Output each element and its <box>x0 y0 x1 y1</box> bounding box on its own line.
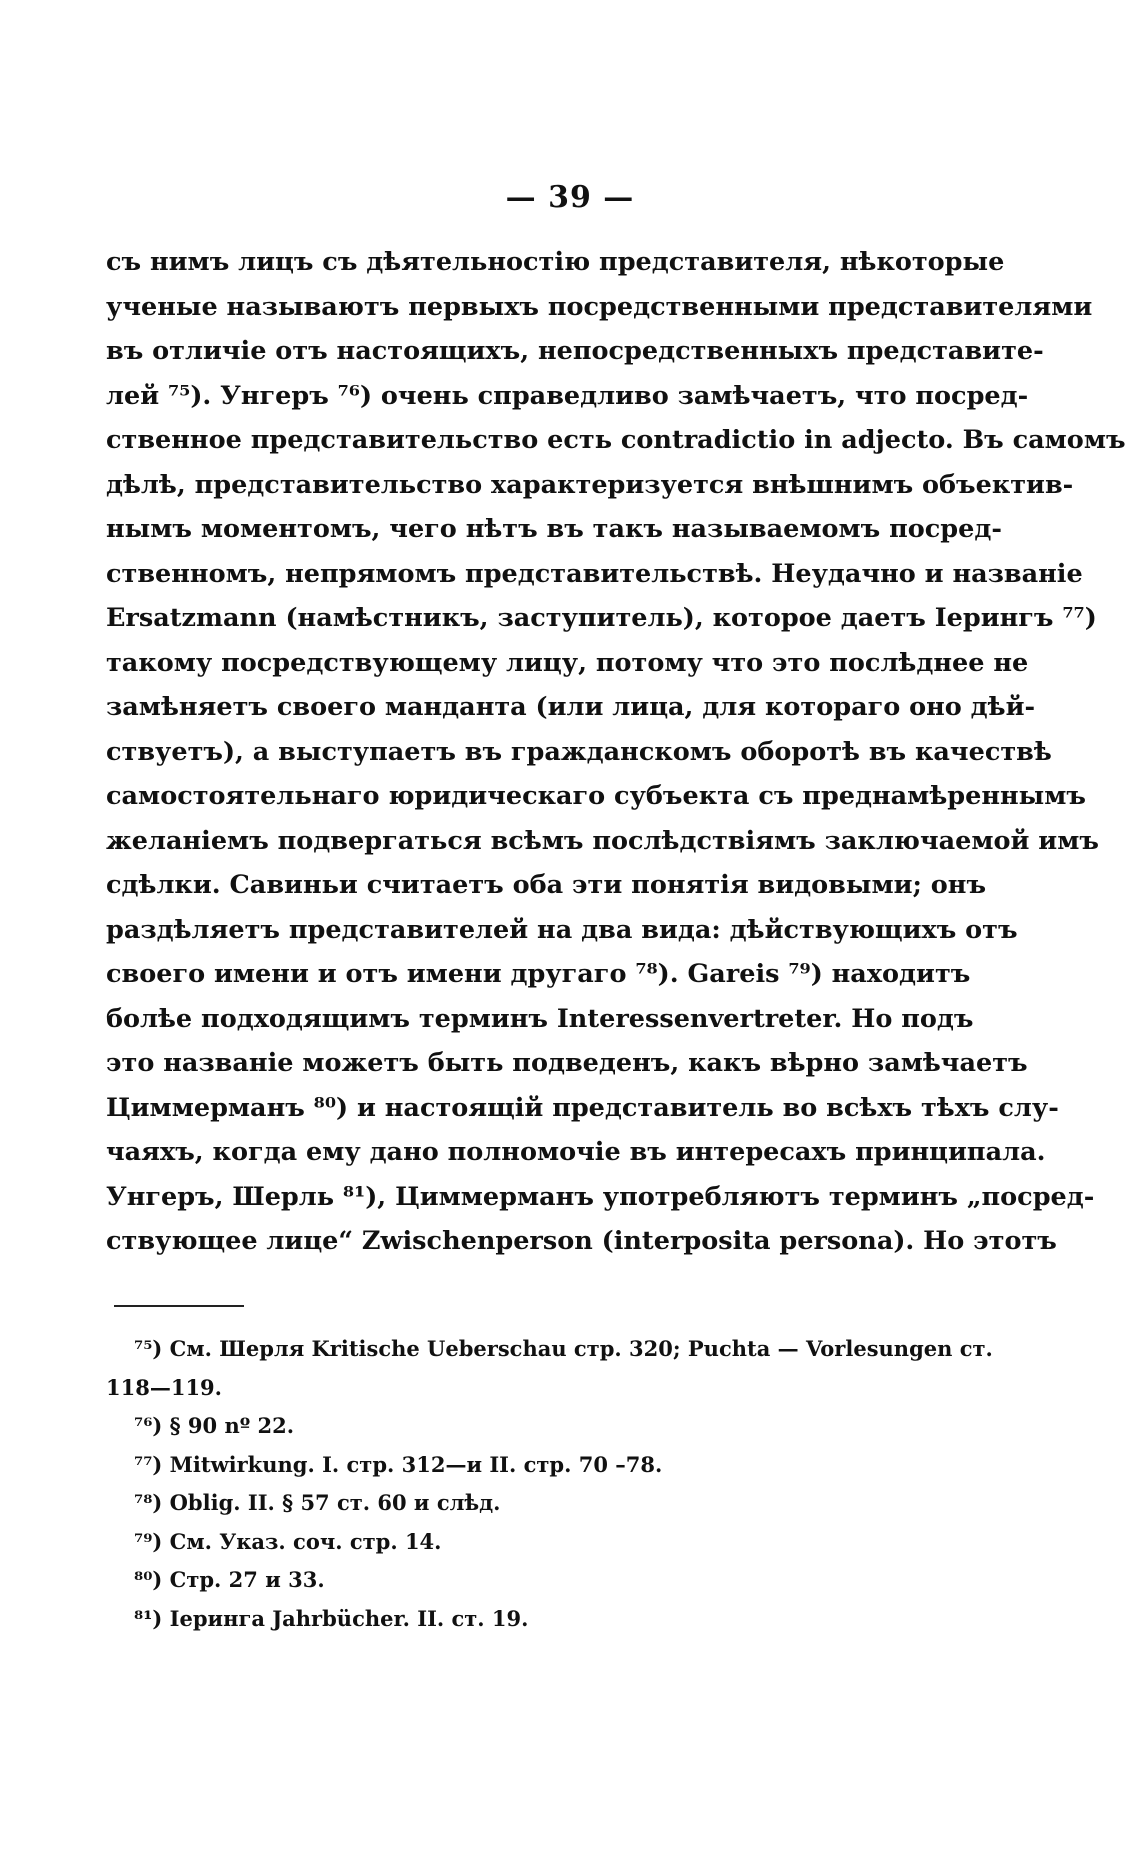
body-text <box>106 240 1126 1264</box>
footnote-75-continuation: 118—119. <box>106 1374 222 1400</box>
footnote-divider <box>114 1305 244 1307</box>
footnote-78: ⁷⁸) Oblig. II. § 57 ст. 60 и слѣд. <box>134 1490 501 1515</box>
text-line: замѣняетъ своего манданта (или лица, для котораго оно дѣй- <box>106 692 1036 722</box>
text-line: ствующее лице“ Zwischenperson (interposita persona). Но этотъ <box>106 1226 1057 1256</box>
text-line: съ нимъ лицъ съ дѣятельностію представителя, нѣкоторые <box>106 247 1005 277</box>
footnote-80: ⁸⁰) Стр. 27 и 33. <box>134 1567 325 1592</box>
text-line: Ersatzmann (намѣстникъ, заступитель), которое даетъ Іерингъ ⁷⁷) <box>106 603 1097 633</box>
text-line: ственномъ, непрямомъ представительствѣ. Неудачно и названіе <box>106 558 1083 589</box>
text-line: это названіе можетъ быть подведенъ, какъ вѣрно замѣчаетъ <box>106 1048 1028 1078</box>
text-line: самостоятельнаго юридическаго субъекта съ преднамѣреннымъ <box>106 781 1086 811</box>
footnote-79: ⁷⁹) См. Указ. соч. стр. 14. <box>134 1528 442 1554</box>
text-line: въ отличіе отъ настоящихъ, непосредственныхъ представите- <box>106 336 1044 366</box>
text-line: болѣе подходящимъ терминъ Interessenvertreter. Но подъ <box>106 1003 974 1034</box>
text-line: ствуетъ), а выступаетъ въ гражданскомъ оборотѣ въ качествѣ <box>106 736 1052 767</box>
text-line: чаяхъ, когда ему дано полномочіе въ интересахъ принципала. <box>106 1137 1046 1167</box>
text-line: желаніемъ подвергаться всѣмъ послѣдствіямъ заключаемой имъ <box>106 825 1099 856</box>
text-line: Унгеръ, Шерль ⁸¹), Циммерманъ употребляютъ терминъ „посред- <box>106 1181 1095 1212</box>
footnotes <box>106 1330 993 1638</box>
text-line: дѣлѣ, представительство характеризуется внѣшнимъ объектив- <box>106 469 1074 500</box>
text-line: такому посредствующему лицу, потому что это послѣднее не <box>106 647 1029 678</box>
footnote-76: ⁷⁶) § 90 nº 22. <box>134 1413 295 1438</box>
footnote-81: ⁸¹) Іеринга Jahrbücher. II. ст. 19. <box>134 1605 529 1631</box>
page-number: — 39 — <box>505 180 635 215</box>
footnote-77: ⁷⁷) Mitwirkung. I. стр. 312—и II. стр. 70 –78. <box>134 1451 663 1477</box>
text-line: лей ⁷⁵). Унгеръ ⁷⁶) очень справедливо замѣчаетъ, что посред- <box>106 380 1029 411</box>
text-line: своего имени и отъ имени другаго ⁷⁸). Gareis ⁷⁹) находитъ <box>106 959 971 989</box>
text-line: ственное представительство есть contradictio in adjecto. Въ самомъ <box>106 425 1126 455</box>
text-line: ученые называютъ первыхъ посредственными представителями <box>106 291 1093 322</box>
text-line: сдѣлки. Савиньи считаетъ оба эти понятія видовыми; онъ <box>106 870 987 900</box>
text-line: нымъ моментомъ, чего нѣтъ въ такъ называемомъ посред- <box>106 514 1002 544</box>
footnote-75: ⁷⁵) См. Шерля Kritische Ueberschau стр. 320; Puchta — Vorlesungen ст. <box>134 1336 993 1361</box>
text-line: раздѣляетъ представителей на два вида: дѣйствующихъ отъ <box>106 914 1018 945</box>
text-line: Циммерманъ ⁸⁰) и настоящій представитель во всѣхъ тѣхъ слу- <box>106 1092 1059 1123</box>
